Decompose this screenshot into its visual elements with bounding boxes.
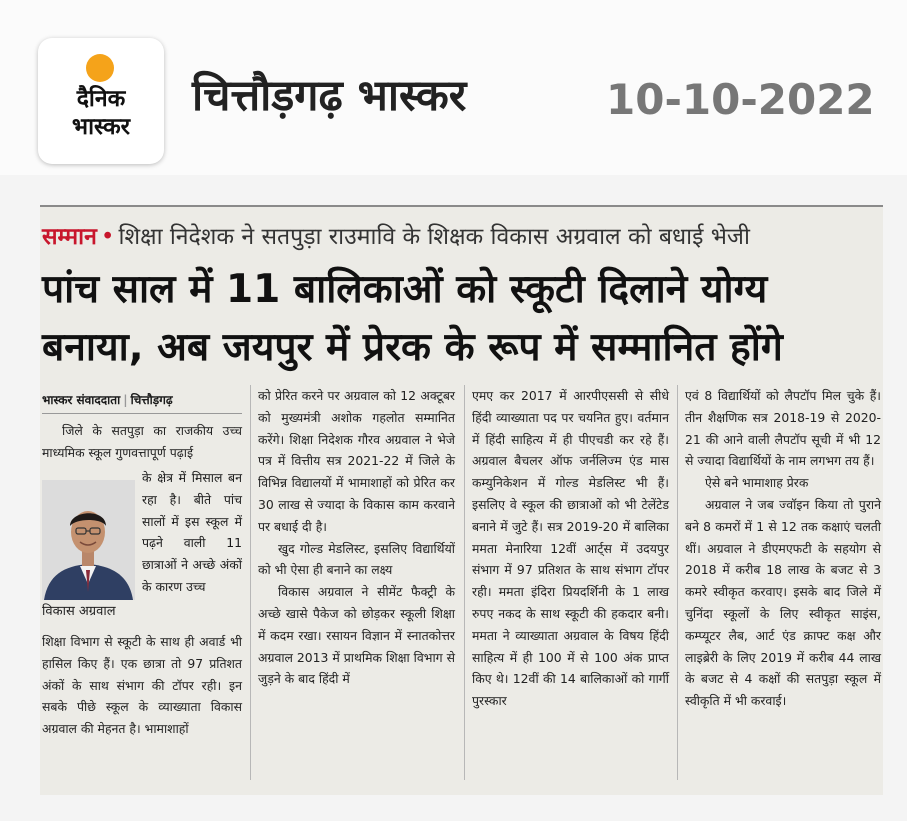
column-3 bbox=[472, 385, 669, 712]
col2-subhead: खुद गोल्ड मेडलिस्ट, इसलिए विद्यार्थियों को भी ऐसा ही बनाने का लक्ष्य bbox=[258, 540, 455, 578]
news-clipping bbox=[40, 205, 883, 795]
headline-line2: बनाया, अब जयपुर में प्रेरक के रूप में सम्मानित होंगे bbox=[42, 325, 783, 370]
strap-text: शिक्षा निदेशक ने सतपुड़ा राउमावि के शिक्षक विकास अग्रवाल को बधाई भेजी bbox=[118, 224, 750, 250]
bullet-icon: • bbox=[100, 224, 115, 250]
person-photo-icon bbox=[42, 480, 135, 600]
col2-para2: विकास अग्रवाल ने सीमेंट फैक्ट्री के अच्छे खासे पैकेज को छोड़कर स्कूली शिक्षा में कदम रखा। रसायन विज्ञान में स्नातकोत्तर अग्रवाल 2013 में प्राथमिक शिक्षा विभाग से जुड़ने के बाद हिंदी में bbox=[258, 584, 455, 687]
headline-line1: पांच साल में 11 बालिकाओं को स्कूटी दिलाने योग्य bbox=[42, 267, 768, 312]
column-divider-3 bbox=[677, 385, 678, 780]
column-4 bbox=[685, 385, 881, 712]
col3-para1: एमए कर 2017 में आरपीएससी से सीधे हिंदी व्याख्याता पद पर चयनित हुए। वर्तमान में हिंदी साहित्य में ही पीएचडी कर रहे हैं। अग्रवाल बैचलर ऑफ जर्नलिज्म एंड मास कम्युनिकेशन में गोल्ड मेडलिस्ट भी हैं। इसलिए वे स्कूल की छात्राओं को भी टेलेंटेड बनाने में जुटे हैं। सत्र 2019-20 में बालिका ममता मेनारिया 12वीं आर्ट्स में उदयपुर संभाग में 97 प्रतिशत के साथ संभाग टॉपर रही। ममता इंदिरा प्रियदर्शिनी के 1 लाख रुपए नकद के साथ स्कूटी की हकदार बनी। ममता ने व्याख्याता अग्रवाल के विषय हिंदी साहित्य में ही 100 में से 100 अंक प्राप्त किए थे। 12वीं की 14 बालिकाओं को गार्गी पुरस्कार bbox=[472, 388, 669, 709]
col1-bottom-text: शिक्षा विभाग से स्कूटी के साथ ही अवार्ड भी हासिल किए हैं। एक छात्रा तो 97 प्रतिशत अंकों के साथ संभाग की टॉपर रही। इन सबके पीछे स्कूल के व्याख्याता विकास अग्रवाल की मेहनत है। भामाशाहों bbox=[42, 634, 242, 737]
column-2 bbox=[258, 385, 455, 690]
edition-date: 10-10-2022 bbox=[606, 75, 875, 124]
column-divider-1 bbox=[250, 385, 251, 780]
byline-rule bbox=[42, 413, 242, 414]
dainik-bhaskar-logo[interactable] bbox=[38, 38, 164, 164]
headline bbox=[42, 261, 885, 377]
logo-line1: दैनिक bbox=[76, 86, 126, 112]
logo-line2: भास्कर bbox=[71, 114, 131, 140]
column-divider-2 bbox=[464, 385, 465, 780]
column-1-bottom bbox=[42, 631, 242, 740]
byline-place: चित्तौड़गढ़ bbox=[130, 393, 173, 407]
strap-line bbox=[42, 221, 750, 253]
app-header bbox=[0, 0, 907, 175]
column-1-top bbox=[42, 420, 242, 464]
column-1-wrap: के क्षेत्र में मिसाल बन रहा है। बीते पांच सालों में इस स्कूल में पढ़ने वाली 11 छात्राओं ने अच्छे अंकों के कारण उच्च bbox=[142, 470, 242, 594]
col4-para2: अग्रवाल ने जब ज्वॉइन किया तो पुराने बने 8 कमरों में 1 से 12 तक कक्षाएं चलती थीं। अग्रवाल ने डीएमएफटी के सहयोग से 2018 में करीब 18 लाख के बजट से 3 कमरे स्वीकृत करवाए। इसके बाद जिले में चुनिंदा स्कूलों के लिए स्वीकृत साइंस, कम्प्यूटर लैब, आर्ट एंड क्राफ्ट कक्ष और लाइब्रेरी के लिए 2019 में करीब 44 लाख के बजट से 4 कक्षों की सतपुड़ा स्कूल में स्वीकृति में भी करवाई। bbox=[685, 496, 881, 709]
byline-author: भास्कर संवाददाता bbox=[42, 393, 121, 407]
strap-tag: सम्मान bbox=[42, 224, 97, 250]
top-rule bbox=[40, 205, 883, 207]
col2-para1: को प्रेरित करने पर अग्रवाल को 12 अक्टूबर को मुख्यमंत्री अशोक गहलोत सम्मानित करेंगे। शिक्षा निदेशक गौरव अग्रवाल ने भेजे पत्र में वित्तीय सत्र 2021-22 में जिले के विभिन्न विद्यालयों में भामाशाहों को प्रेरित कर 30 लाख से ज्यादा के विकास काम करवाने पर बधाई दी है। bbox=[258, 388, 455, 534]
col4-para1: एवं 8 विद्यार्थियों को लैपटॉप मिल चुके हैं। तीन शैक्षणिक सत्र 2018-19 से 2020-21 की आने वाली लैपटॉप सूची में भी 12 से ज्यादा विद्यार्थियों के नाम लगभग तय हैं। bbox=[685, 388, 881, 469]
col4-subhead: ऐसे बने भामाशाह प्रेरक bbox=[705, 475, 809, 491]
edition-title: चित्तौड़गढ़ भास्कर bbox=[192, 71, 467, 121]
reporter-photo bbox=[42, 480, 135, 600]
photo-caption: विकास अग्रवाल bbox=[42, 604, 116, 619]
col1-intro: जिले के सतपुड़ा का राजकीय उच्च माध्यमिक स्कूल गुणवत्तापूर्ण पढ़ाई bbox=[42, 423, 242, 460]
sun-icon bbox=[86, 54, 114, 82]
byline: भास्कर संवाददाता | चित्तौड़गढ़ bbox=[42, 393, 173, 407]
